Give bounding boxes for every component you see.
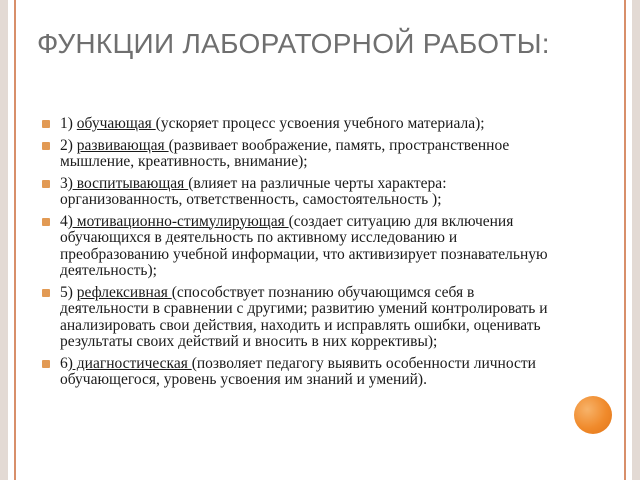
list-item: [40, 176, 560, 209]
slide-title: ФУНКЦИИ ЛАБОРАТОРНОЙ РАБОТЫ:: [37, 28, 550, 59]
item-key: ) воспитывающая: [67, 174, 189, 192]
item-number: 6: [60, 354, 68, 372]
item-key: развивающая: [76, 136, 169, 154]
bullet-icon: [42, 360, 50, 368]
item-text: (позволяет педагогу выявить особенности личности обучающегося, уровень усвоения им знаний и умений).: [60, 354, 536, 388]
bullet-icon: [42, 289, 50, 297]
bullet-icon: [42, 180, 50, 188]
item-number: 3: [60, 174, 68, 192]
item-key: рефлексивная: [76, 283, 172, 301]
accent-circle-icon: [574, 396, 612, 434]
list-item: [40, 138, 560, 171]
bullet-icon: [42, 218, 50, 226]
item-number: 5): [60, 283, 77, 301]
list-item: [40, 285, 560, 351]
item-text: (ускоряет процесс усвоения учебного материала);: [155, 115, 485, 132]
item-key: ) мотивационно-стимулирующая: [67, 212, 289, 230]
list-item: [40, 116, 560, 133]
function-list: [40, 116, 560, 394]
item-number: 1): [60, 115, 77, 132]
list-item: [40, 214, 560, 280]
item-number: 4: [60, 212, 68, 230]
bullet-icon: [42, 142, 50, 150]
item-text: (развивает воображение, память, пространственное мышление, креативность, внимание);: [60, 136, 510, 170]
item-text: (влияет на различные черты характера: организованность, ответственность, самостоятельность );: [60, 174, 447, 208]
item-text: (способствует познанию обучающимся себя в деятельности в сравнении с другими; развитию умений контролировать и анализировать свои действия, находить и исправлять ошибки, оценивать результаты своих действий и вносить в них коррективы);: [60, 283, 548, 350]
list-item: [40, 356, 560, 389]
item-number: 2): [60, 136, 77, 154]
bullet-icon: [42, 120, 50, 128]
item-key: обучающая: [76, 115, 156, 132]
item-key: ) диагностическая: [67, 354, 192, 372]
item-text: (создает ситуацию для включения обучающихся в деятельность по активному исследованию и преобразованию учебной информации, что активизирует познавательную деятельность);: [60, 212, 548, 279]
